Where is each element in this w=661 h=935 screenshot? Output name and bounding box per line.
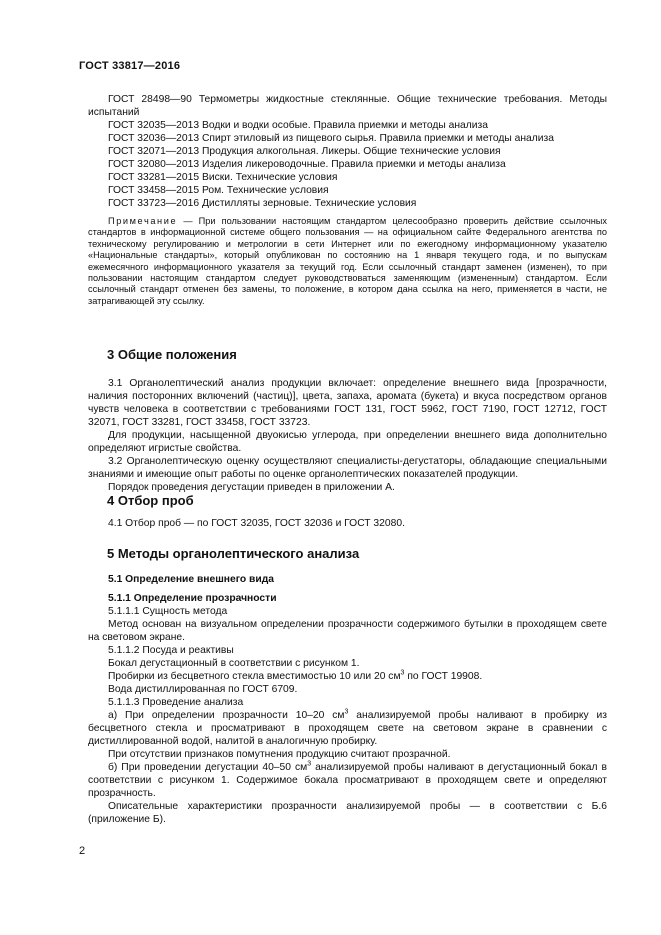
reference-item: ГОСТ 32035—2013 Водки и водки особые. Правила приемки и методы анализа: [108, 120, 488, 131]
paragraph: 3.2 Органолептическую оценку осуществляют специалисты-дегустаторы, обладающие специальными знаниями и имеющие опыт работы по оценке органолептических показателей продукции.: [88, 456, 607, 480]
text-run: б) При проведении дегустации 40–50 см: [108, 762, 308, 773]
reference-item: ГОСТ 33458—2015 Ром. Технические условия: [108, 185, 329, 196]
paragraph: 5.1.1.1 Сущность метода: [108, 606, 228, 617]
paragraph: [88, 670, 607, 683]
paragraph: Порядок проведения дегустации приведен в приложении А.: [108, 482, 395, 493]
document-header: ГОСТ 33817—2016: [79, 60, 181, 72]
superscript: 3: [307, 760, 312, 768]
paragraph: Бокал дегустационный в соответствии с рисунком 1.: [108, 658, 360, 669]
note-paragraph: [88, 216, 607, 307]
superscript: 3: [400, 669, 405, 677]
note-block: [88, 216, 607, 307]
section-4-body: [88, 517, 607, 530]
superscript: 3: [344, 708, 349, 716]
section-3-body: [88, 377, 607, 494]
text-run: а) При определении прозрачности 10–20 см: [108, 710, 345, 721]
subsection-5-1-heading: 5.1 Определение внешнего вида: [108, 574, 274, 585]
section-5-body: [88, 573, 607, 826]
paragraph: 5.1.1.2 Посуда и реактивы: [108, 645, 234, 656]
paragraph: Вода дистиллированная по ГОСТ 6709.: [108, 684, 298, 695]
paragraph: 3.1 Органолептический анализ продукции включает: определение внешнего вида [прозрачности, наличия посторонних включений (частиц)], цвета, запаха, аромата (букета) и вкуса посредством органов чувств человека в соответствии с требованиями ГОСТ 131, ГОСТ 5962, ГОСТ 7190, ГОСТ 12712, ГОСТ 32071, ГОСТ 33281, ГОСТ 33458, ГОСТ 33723.: [88, 378, 607, 428]
section-3-heading: 3 Общие положения: [107, 347, 237, 362]
page-number: 2: [79, 845, 86, 857]
section-5-heading: 5 Методы органолептического анализа: [107, 546, 360, 561]
paragraph: [88, 761, 607, 800]
reference-item: ГОСТ 32080—2013 Изделия ликероводочные. Правила приемки и методы анализа: [108, 159, 506, 170]
note-text: — При пользовании настоящим стандартом целесообразно проверить действие ссылочных стандартов в информационной системе общего пользования — на официальном сайте Федерального агентства по техническому регулированию и метрологии в сети Интернет или по ежегодному информационному указателю «Национальные стандарты», который опубликован по состоянию на 1 января текущего года, и по выпускам ежемесячного информационного указателя за текущий год. Если ссылочный стандарт заменен (изменен), то при пользовании настоящим стандартом следует руководствоваться заменяющим (измененным) стандартом. Если ссылочный стандарт отменен без замены, то положение, в котором дана ссылка на него, применяется в части, не затрагивающей эту ссылку.: [88, 216, 607, 306]
reference-item: ГОСТ 32071—2013 Продукция алкогольная. Ликеры. Общие технические условия: [108, 146, 501, 157]
paragraph: При отсутствии признаков помутнения продукцию считают прозрачной.: [108, 749, 451, 760]
paragraph: 5.1.1.3 Проведение анализа: [108, 697, 244, 708]
reference-item: ГОСТ 32036—2013 Спирт этиловый из пищевого сырья. Правила приемки и методы анализа: [108, 133, 554, 144]
paragraph: Для продукции, насыщенной двуокисью углерода, при определении внешнего вида дополнительно определяют игристые свойства.: [88, 430, 607, 454]
normative-references-list: [88, 93, 607, 210]
paragraph: Метод основан на визуальном определении прозрачности содержимого бутылки в проходящем свете на световом экране.: [88, 619, 607, 643]
text-run: анализируемой пробы наливают в пробирку из бесцветного стекла и просматривают в проходящем свете на световом экране в сравнении с дистиллированной водой, налитой в аналогичную пробирку.: [88, 710, 607, 747]
reference-item: ГОСТ 33723—2016 Дистилляты зерновые. Технические условия: [108, 198, 417, 209]
note-label: Примечание: [108, 216, 178, 226]
text-run: по ГОСТ 19908.: [404, 671, 483, 682]
text-run: анализируемой пробы наливают в дегустационный бокал в соответствии с рисунком 1. Содержимое бокала просматривают в проходящем свете и определяют прозрачность.: [88, 762, 607, 799]
paragraph: 4.1 Отбор проб — по ГОСТ 32035, ГОСТ 32036 и ГОСТ 32080.: [108, 518, 405, 529]
paragraph: [88, 709, 607, 748]
reference-item: ГОСТ 28498—90 Термометры жидкостные стеклянные. Общие технические требования. Методы испытаний: [88, 94, 607, 118]
reference-item: ГОСТ 33281—2015 Виски. Технические условия: [108, 172, 338, 183]
paragraph: Описательные характеристики прозрачности анализируемой пробы — в соответствии с Б.6 (приложение Б).: [88, 801, 607, 825]
subsection-5-1-1-heading: 5.1.1 Определение прозрачности: [108, 593, 277, 604]
section-4-heading: 4 Отбор проб: [107, 493, 194, 508]
text-run: Пробирки из бесцветного стекла вместимостью 10 или 20 см: [108, 671, 401, 682]
